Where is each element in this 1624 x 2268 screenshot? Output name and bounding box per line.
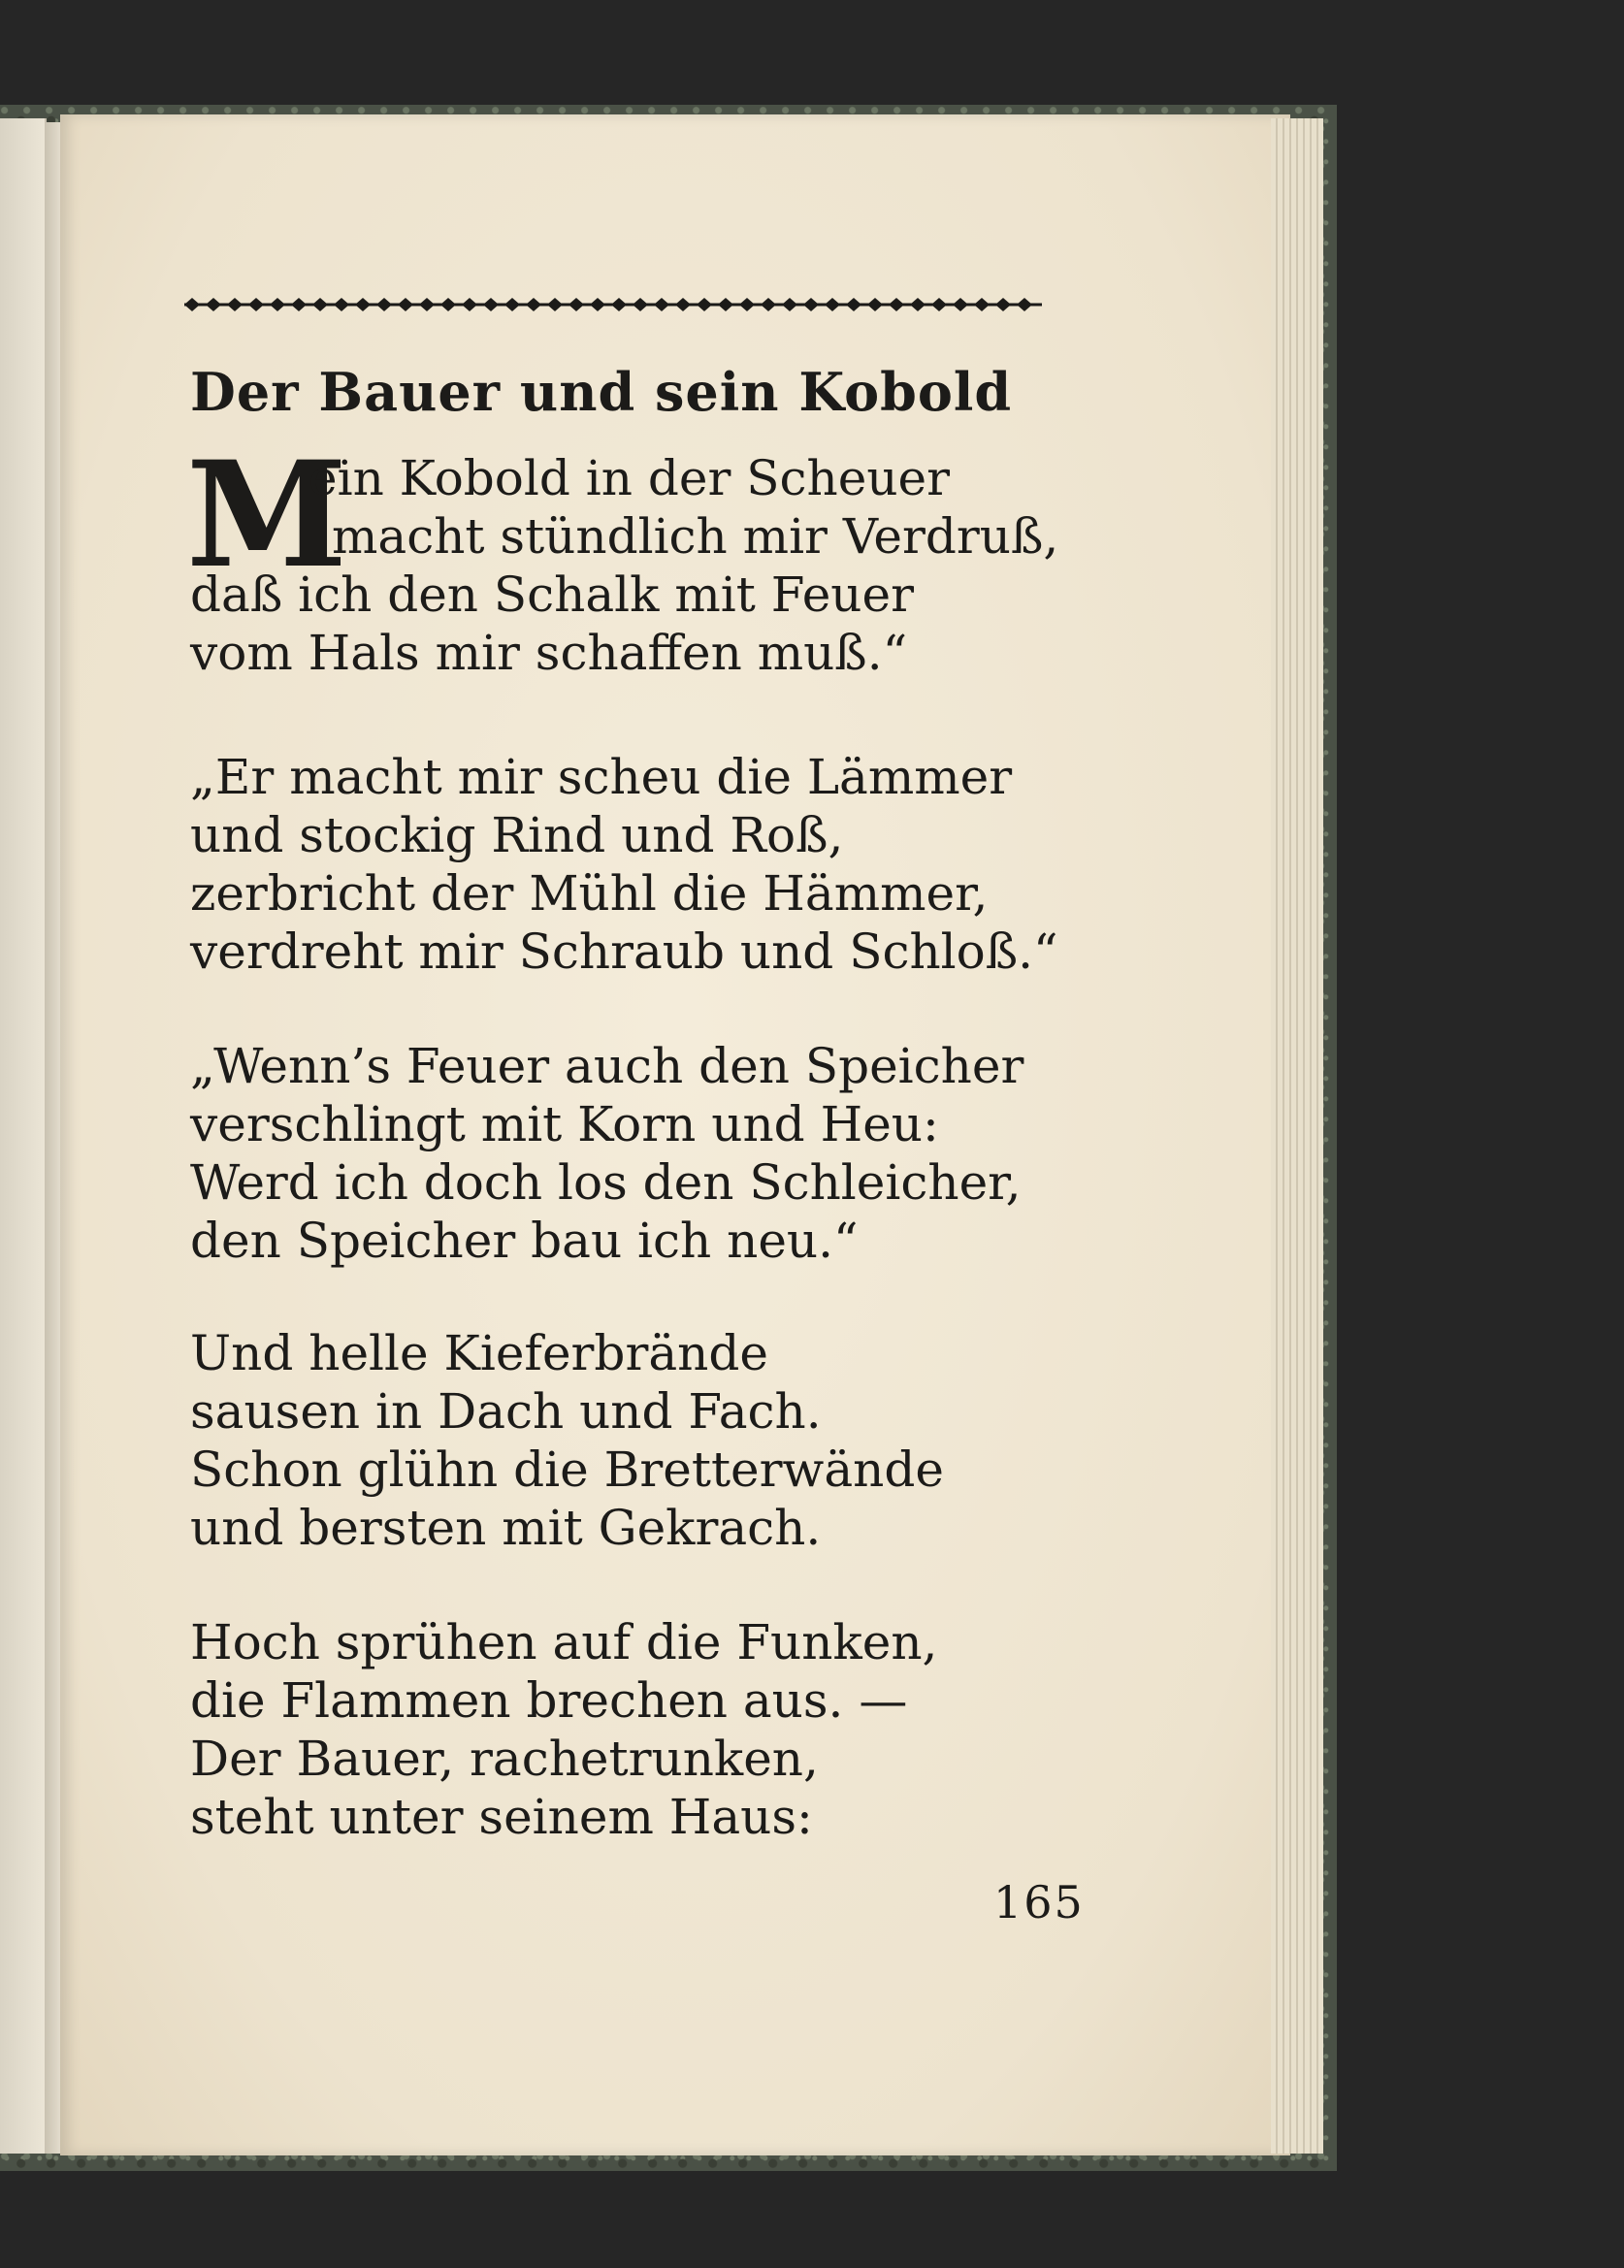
poem-line: Schon glühn die Bretterwände: [190, 1442, 944, 1498]
poem-line: die Flammen brechen aus. —: [190, 1672, 908, 1729]
poem-line: verschlingt mit Korn und Heu:: [190, 1096, 939, 1152]
poem-line: Und helle Kieferbrände: [190, 1325, 768, 1381]
drop-cap: M: [186, 430, 348, 600]
poem-line: macht stündlich mir Verdruß,: [332, 508, 1059, 565]
poem-line: sausen in Dach und Fach.: [190, 1383, 822, 1440]
poem-line: „Er macht mir scheu die Lämmer: [190, 749, 1013, 805]
ornamental-rule: [184, 291, 1042, 318]
poem-line: zerbricht der Mühl die Hämmer,: [190, 865, 989, 922]
poem-line: Hoch sprühen auf die Funken,: [190, 1614, 938, 1670]
page-edges: [1271, 118, 1323, 2154]
poem-line: den Speicher bau ich neu.“: [190, 1213, 859, 1269]
left-page-edge: [0, 118, 47, 2154]
poem-line: verdreht mir Schraub und Schloß.“: [190, 923, 1058, 980]
poem-line: Der Bauer, rachetrunken,: [190, 1731, 819, 1787]
poem-line: vom Hals mir schaffen muß.“: [190, 625, 908, 681]
poem-line: „Wenn’s Feuer auch den Speicher: [190, 1038, 1024, 1094]
poem-line: Werd ich doch los den Schleicher,: [190, 1154, 1022, 1211]
poem-title: Der Bauer und sein Kobold: [190, 361, 1013, 423]
poem-line: ein Kobold in der Scheuer: [309, 450, 951, 506]
poem-line: und stockig Rind und Roß,: [190, 807, 844, 863]
poem-line: steht unter seinem Haus:: [190, 1789, 813, 1845]
poem-line: und bersten mit Gekrach.: [190, 1500, 822, 1556]
poem-line: daß ich den Schalk mit Feuer: [190, 567, 914, 623]
page-number: 165: [993, 1876, 1085, 1928]
